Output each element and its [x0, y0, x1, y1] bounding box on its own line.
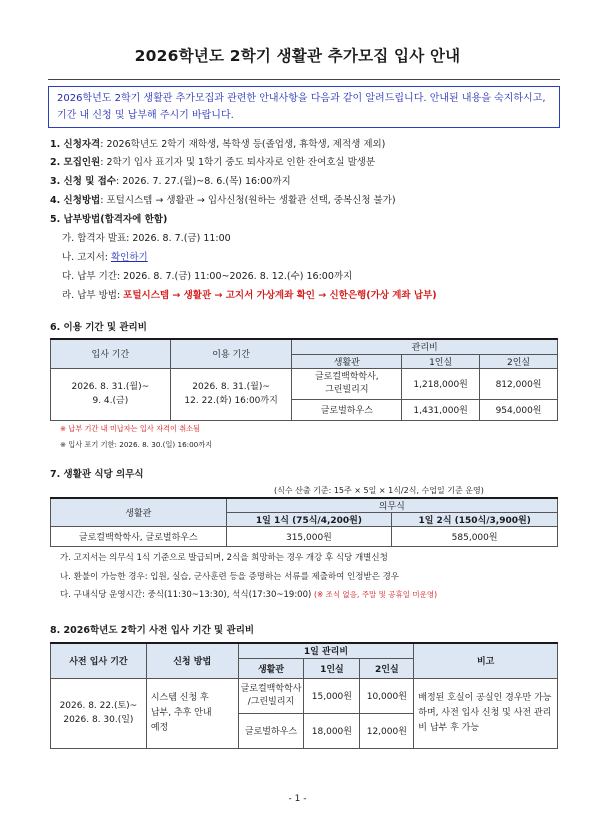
fee-note-1: ※ 납부 기간 내 미납자는 입사 자격이 취소됨	[60, 424, 201, 433]
cell-early-method: 시스템 신청 후 납부, 추후 안내 예정	[146, 678, 238, 748]
th-usage: 이용 기간	[170, 339, 292, 368]
th-single: 1인실	[402, 354, 480, 368]
th-remarks: 비고	[414, 643, 558, 678]
notice-box	[48, 86, 560, 128]
section-8-title: 8. 2026학년도 2학기 사전 입사 기간 및 관리비	[50, 625, 255, 636]
invoice-link[interactable]: 확인하기	[110, 252, 148, 263]
sub-announcement: 가. 합격자 발표: 2026. 8. 7.(금) 11:00	[62, 233, 231, 244]
item-label: 4. 신청방법	[50, 195, 101, 206]
cell-single: 1,431,000원	[402, 399, 480, 420]
th-period: 입사 기간	[51, 339, 171, 368]
item-application-method	[50, 194, 396, 208]
item-application-period	[50, 175, 291, 189]
section-7-title: 7. 생활관 식당 의무식	[50, 469, 144, 480]
th-meal-two: 1일 2식 (150식/3,900원)	[392, 513, 558, 527]
item-label: 3. 신청 및 접수	[50, 176, 117, 187]
cell-early-double: 10,000원	[360, 678, 414, 713]
cell-meal-one: 315,000원	[226, 527, 392, 547]
cell-dorm: 글로컬백학학사, 그린빌리지	[292, 368, 402, 399]
early-entry-table	[50, 642, 558, 749]
meal-note-b: 나. 환불이 가능한 경우: 입원, 실습, 군사훈련 등을 증명하는 서류를 제출하여 인정받은 경우	[60, 572, 399, 582]
cell-early-dorm: 글로컬백학학사 /그린빌리지	[238, 678, 304, 713]
notice-text: 2026학년도 2학기 생활관 추가모집과 관련한 안내사항을 다음과 같이 알려드립니다. 안내된 내용을 숙지하시고, 기간 내 신청 및 납부해 주시기 바랍니다.	[57, 93, 546, 121]
payment-way-text: 포털시스템 → 생활관 → 고지서 가상계좌 확인 → 신한은행(가상 계좌 납부)	[123, 290, 437, 301]
item-eligibility	[50, 138, 385, 152]
cell-early-single: 15,000원	[304, 678, 360, 713]
item-label: 2. 모집인원	[50, 157, 101, 168]
item-text: : 2026학년도 2학기 재학생, 복학생 등(졸업생, 휴학생, 제적생 제외)	[100, 139, 386, 150]
meal-note-a: 가. 고지서는 의무식 1식 기준으로 발급되며, 2식을 희망하는 경우 개강 후 식당 개별신청	[60, 553, 388, 563]
page-number: - 1 -	[288, 794, 307, 804]
th-dorm: 생활관	[292, 354, 402, 368]
cell-early-double: 12,000원	[360, 713, 414, 748]
cell-early-dorm: 글로벌하우스	[238, 713, 304, 748]
th-meal-one: 1일 1식 (75식/4,200원)	[226, 513, 392, 527]
item-capacity	[50, 156, 375, 170]
cell-meal-dorm: 글로컬백학학사, 글로벌하우스	[51, 527, 227, 547]
item-payment-method	[50, 213, 167, 227]
sub-payment-way-label: 라. 납부 방법:	[62, 290, 124, 301]
meal-hours: 다. 구내식당 운영시간: 중식(11:30~13:30), 석식(17:30~19:00)	[60, 590, 315, 600]
sub-invoice	[62, 251, 148, 265]
page-title: 2026학년도 2학기 생활관 추가모집 입사 안내	[134, 47, 461, 65]
cell-double: 954,000원	[480, 399, 558, 420]
item-text: : 2026. 7. 27.(월)~8. 6.(목) 16:00까지	[116, 176, 291, 187]
sub-invoice-label: 나. 고지서:	[62, 252, 111, 263]
sub-payment-period: 다. 납부 기간: 2026. 8. 7.(금) 11:00~2026. 8. 12.(수) 16:00까지	[62, 271, 353, 282]
cell-usage: 2026. 8. 31.(월)~ 12. 22.(화) 16:00까지	[170, 368, 292, 420]
cell-double: 812,000원	[480, 368, 558, 399]
title-divider	[48, 79, 560, 80]
th-meal-dorm: 생활관	[51, 498, 227, 527]
th-early-dorm: 생활관	[238, 658, 304, 678]
meal-hours-note: (※ 조식 없음, 주말 및 공휴일 미운영)	[314, 590, 438, 599]
th-early-double: 2인실	[360, 658, 414, 678]
cell-meal-two: 585,000원	[392, 527, 558, 547]
th-double: 2인실	[480, 354, 558, 368]
item-label: 1. 신청자격	[50, 139, 101, 150]
meal-basis: (식수 산출 기준: 15주 × 5일 × 1식/2식, 수업일 기준 운영)	[274, 486, 484, 495]
fee-table	[50, 338, 558, 421]
item-text: : 포털시스템 → 생활관 → 입사신청(원하는 생활관 선택, 중복신청 불가)	[100, 195, 396, 206]
th-meal: 의무식	[226, 498, 557, 513]
cell-single: 1,218,000원	[402, 368, 480, 399]
fee-note-2: ※ 입사 포기 기한: 2026. 8. 30.(일) 16:00까지	[60, 440, 213, 449]
meal-note-c	[60, 588, 437, 600]
meal-table	[50, 497, 558, 547]
item-label: 5. 납부방법(합격자에 한함)	[50, 214, 168, 225]
cell-early-period: 2026. 8. 22.(토)~ 2026. 8. 30.(일)	[51, 678, 147, 748]
th-early-method: 신청 방법	[146, 643, 238, 678]
sub-payment-way	[62, 289, 437, 303]
th-early-period: 사전 입사 기간	[51, 643, 147, 678]
item-text: : 2학기 입사 표기자 및 1학기 중도 퇴사자로 인한 잔여호실 발생분	[100, 157, 376, 168]
cell-remarks: 배정된 호실이 공실인 경우만 가능하며, 사전 입사 신청 및 사전 관리비 납부 후 가능	[414, 678, 558, 748]
th-early-single: 1인실	[304, 658, 360, 678]
cell-dorm: 글로벌하우스	[292, 399, 402, 420]
cell-period: 2026. 8. 31.(월)~ 9. 4.(금)	[51, 368, 171, 420]
section-6-title: 6. 이용 기간 및 관리비	[50, 322, 147, 333]
th-fee: 관리비	[292, 339, 558, 354]
th-daily-fee: 1일 관리비	[238, 643, 414, 658]
cell-early-single: 18,000원	[304, 713, 360, 748]
